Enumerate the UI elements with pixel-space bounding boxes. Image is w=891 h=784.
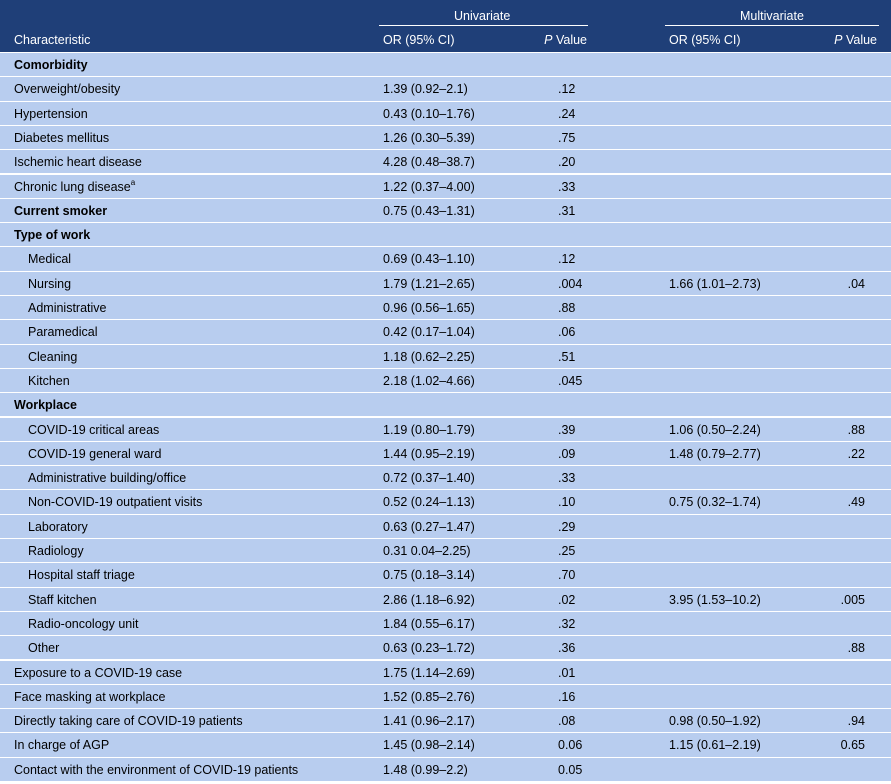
table-header xyxy=(0,0,891,52)
col-or-univariate-header: OR (95% CI) xyxy=(383,33,455,47)
p-univariate-cell: .01 xyxy=(558,665,576,680)
col-characteristic-header: Characteristic xyxy=(14,33,91,47)
or-univariate-cell: 1.75 (1.14–2.69) xyxy=(383,665,475,680)
table-row xyxy=(0,635,891,659)
table-row xyxy=(0,708,891,732)
table-row xyxy=(0,611,891,635)
table-row xyxy=(0,514,891,538)
or-univariate-cell: 0.96 (0.56–1.65) xyxy=(383,301,475,315)
table-row xyxy=(0,538,891,562)
or-multivariate-cell: 0.75 (0.32–1.74) xyxy=(669,495,761,510)
table-row xyxy=(0,125,891,149)
p-univariate-cell: .29 xyxy=(558,519,576,534)
p-multivariate-cell: .005 xyxy=(840,592,865,607)
row-label: Face masking at workplace xyxy=(14,689,166,704)
or-multivariate-cell: 1.66 (1.01–2.73) xyxy=(669,276,761,291)
or-univariate-cell: 1.19 (0.80–1.79) xyxy=(383,422,475,437)
table-row xyxy=(0,76,891,100)
or-univariate-cell: 1.26 (0.30–5.39) xyxy=(383,130,475,145)
or-univariate-cell: 0.63 (0.27–1.47) xyxy=(383,519,475,534)
p-univariate-cell: .32 xyxy=(558,616,576,631)
p-multivariate-cell: .22 xyxy=(847,446,865,461)
or-univariate-cell: 1.79 (1.21–2.65) xyxy=(383,276,475,291)
p-multivariate-cell: 0.65 xyxy=(840,738,865,753)
p-univariate-cell: .004 xyxy=(558,276,583,291)
row-label: Other xyxy=(28,641,60,656)
or-univariate-cell: 1.84 (0.55–6.17) xyxy=(383,616,475,631)
p-multivariate-cell: .88 xyxy=(847,422,865,437)
table-row xyxy=(0,271,891,295)
p-univariate-cell: .16 xyxy=(558,689,576,704)
p-univariate-cell: .06 xyxy=(558,325,576,340)
table-row xyxy=(0,660,891,684)
row-label: Cleaning xyxy=(28,349,78,364)
p-univariate-cell: .10 xyxy=(558,495,576,510)
row-label: Type of work xyxy=(14,228,91,243)
p-univariate-cell: .12 xyxy=(558,82,576,97)
row-label: Ischemic heart disease xyxy=(14,155,142,170)
or-univariate-cell: 1.44 (0.95–2.19) xyxy=(383,446,475,461)
univariate-rule xyxy=(379,25,588,26)
or-univariate-cell: 1.41 (0.96–2.17) xyxy=(383,714,475,729)
table-row xyxy=(0,101,891,125)
or-univariate-cell: 2.18 (1.02–4.66) xyxy=(383,373,475,388)
table-row xyxy=(0,441,891,465)
or-univariate-cell: 4.28 (0.48–38.7) xyxy=(383,155,475,170)
row-label: Hospital staff triage xyxy=(28,568,135,583)
row-label: COVID-19 critical areas xyxy=(28,422,160,437)
table-row xyxy=(0,344,891,368)
table-row xyxy=(0,684,891,708)
row-label: Directly taking care of COVID-19 patients xyxy=(14,714,243,729)
table-row xyxy=(0,757,891,781)
p-univariate-cell: .51 xyxy=(558,349,576,364)
table-row xyxy=(0,489,891,513)
or-univariate-cell: 1.22 (0.37–4.00) xyxy=(383,179,475,194)
row-label: Non-COVID-19 outpatient visits xyxy=(28,495,203,510)
or-univariate-cell: 0.72 (0.37–1.40) xyxy=(383,471,475,486)
p-multivariate-cell: .49 xyxy=(847,495,865,510)
row-label: Radiology xyxy=(28,544,84,558)
table-row xyxy=(0,562,891,586)
or-univariate-cell: 0.75 (0.18–3.14) xyxy=(383,568,475,583)
p-univariate-cell: .20 xyxy=(558,155,576,170)
row-label: Overweight/obesity xyxy=(14,82,121,97)
footnote-marker: a xyxy=(130,177,136,187)
row-label: Diabetes mellitus xyxy=(14,130,110,145)
group-multivariate-label: Multivariate xyxy=(740,9,804,23)
table-row xyxy=(0,368,891,392)
row-label: Workplace xyxy=(14,398,77,413)
p-univariate-cell: .25 xyxy=(558,544,576,558)
p-univariate-cell: .33 xyxy=(558,471,576,486)
or-univariate-cell: 1.45 (0.98–2.14) xyxy=(383,738,475,753)
or-multivariate-cell: 1.15 (0.61–2.19) xyxy=(669,738,761,753)
row-label: Chronic lung disease$^a$ xyxy=(14,177,136,194)
or-univariate-cell: 0.42 (0.17–1.04) xyxy=(383,325,475,340)
or-univariate-cell: 2.86 (1.18–6.92) xyxy=(383,592,475,607)
row-label: Laboratory xyxy=(28,519,88,534)
or-univariate-cell: 0.52 (0.24–1.13) xyxy=(383,495,475,510)
row-label: In charge of AGP xyxy=(14,738,110,753)
row-label: Paramedical xyxy=(28,325,98,340)
or-multivariate-cell: 3.95 (1.53–10.2) xyxy=(669,592,761,607)
row-label: Contact with the environment of COVID-19 patients xyxy=(14,762,299,777)
table-row xyxy=(0,295,891,319)
or-multivariate-cell: 1.48 (0.79–2.77) xyxy=(669,446,761,461)
p-multivariate-cell: .94 xyxy=(847,714,865,729)
row-label: Medical xyxy=(28,252,72,267)
table-row xyxy=(0,587,891,611)
row-label: Hypertension xyxy=(14,106,88,121)
p-univariate-cell: .045 xyxy=(558,373,583,388)
or-univariate-cell: 1.52 (0.85–2.76) xyxy=(383,689,475,704)
table-row xyxy=(0,52,891,76)
or-univariate-cell: 0.31 0.04–2.25) xyxy=(383,544,471,558)
p-univariate-cell: .88 xyxy=(558,301,576,315)
or-univariate-cell: 0.69 (0.43–1.10) xyxy=(383,252,475,267)
p-multivariate-cell: .04 xyxy=(847,276,865,291)
row-label: Kitchen xyxy=(28,373,70,388)
or-univariate-cell: 1.48 (0.99–2.2) xyxy=(383,762,468,777)
or-univariate-cell: 0.43 (0.10–1.76) xyxy=(383,106,475,121)
row-label: Staff kitchen xyxy=(28,592,97,607)
p-univariate-cell: .31 xyxy=(558,203,576,218)
table-row xyxy=(0,222,891,246)
row-label: Nursing xyxy=(28,276,72,291)
row-label: Current smoker xyxy=(14,203,108,218)
multivariate-rule xyxy=(665,25,879,26)
p-univariate-cell: .33 xyxy=(558,179,576,194)
p-multivariate-cell: .88 xyxy=(847,641,865,656)
table-row xyxy=(0,149,891,173)
or-multivariate-cell: 1.06 (0.50–2.24) xyxy=(669,422,761,437)
p-univariate-cell: 0.06 xyxy=(558,738,583,753)
table-row xyxy=(0,732,891,756)
col-p-univariate-header: P Value xyxy=(544,33,587,47)
row-label: COVID-19 general ward xyxy=(28,446,162,461)
p-univariate-cell: .08 xyxy=(558,714,576,729)
p-univariate-cell: .70 xyxy=(558,568,576,583)
p-univariate-cell: .02 xyxy=(558,592,576,607)
group-univariate-label: Univariate xyxy=(454,9,511,23)
col-p-multivariate-header: P Value xyxy=(834,33,877,47)
table-row xyxy=(0,319,891,343)
or-multivariate-cell: 0.98 (0.50–1.92) xyxy=(669,714,761,729)
or-univariate-cell: 1.39 (0.92–2.1) xyxy=(383,82,468,97)
table-row xyxy=(0,198,891,222)
or-univariate-cell: 0.63 (0.23–1.72) xyxy=(383,641,475,656)
p-univariate-cell: .75 xyxy=(558,130,576,145)
row-label: Exposure to a COVID-19 case xyxy=(14,665,183,680)
table-row xyxy=(0,417,891,441)
p-univariate-cell: 0.05 xyxy=(558,762,583,777)
p-univariate-cell: .09 xyxy=(558,446,576,461)
table-row xyxy=(0,392,891,416)
col-or-multivariate-header: OR (95% CI) xyxy=(669,33,741,47)
p-univariate-cell: .12 xyxy=(558,252,576,267)
table-row xyxy=(0,465,891,489)
table-row xyxy=(0,174,891,198)
row-label: Administrative building/office xyxy=(28,471,187,486)
p-univariate-cell: .36 xyxy=(558,641,576,656)
table-row xyxy=(0,246,891,270)
or-univariate-cell: 1.18 (0.62–2.25) xyxy=(383,349,475,364)
row-label: Administrative xyxy=(28,301,107,315)
p-univariate-cell: .24 xyxy=(558,106,576,121)
row-label: Radio-oncology unit xyxy=(28,616,139,631)
or-univariate-cell: 0.75 (0.43–1.31) xyxy=(383,203,475,218)
row-label: Comorbidity xyxy=(14,58,88,72)
p-univariate-cell: .39 xyxy=(558,422,576,437)
